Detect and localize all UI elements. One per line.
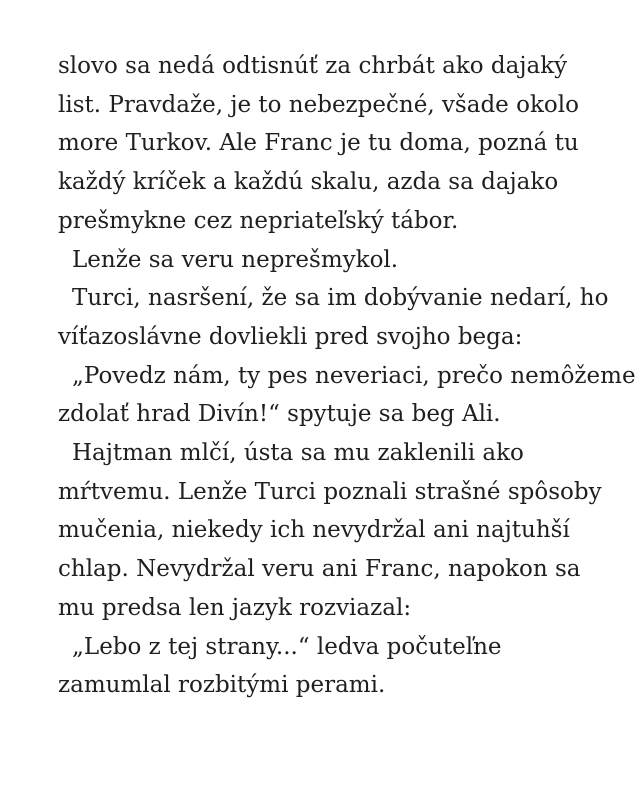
paragraph-1: [58, 47, 618, 241]
paragraph-3: [58, 279, 618, 356]
text-line: mu predsa len jazyk rozviazal:: [58, 594, 412, 621]
text-line: mučenia, niekedy ich nevydržal ani najtuhší: [58, 517, 570, 544]
text-line: Turci, nasršení, že sa im dobývanie nedarí, ho: [72, 285, 609, 312]
paragraph-5: [58, 434, 618, 628]
paragraph-6: [58, 628, 618, 705]
text-line: Lenže sa veru neprešmykol.: [72, 246, 399, 273]
text-line: zdolať hrad Divín!“ spytuje sa beg Ali.: [58, 401, 501, 428]
paragraph-2: [58, 241, 618, 280]
text-line: mŕtvemu. Lenže Turci poznali strašné spôsoby: [58, 478, 602, 505]
text-line: slovo sa nedá odtisnúť za chrbát ako dajaký: [58, 53, 568, 79]
text-line: „Povedz nám, ty pes neveriaci, prečo nemôžeme: [72, 362, 636, 389]
text-line: zamumlal rozbitými perami.: [58, 672, 386, 699]
text-line: víťazoslávne dovliekli pred svojho bega:: [58, 323, 523, 350]
text-line: chlap. Nevydržal veru ani Franc, napokon sa: [58, 556, 581, 583]
text-line: „Lebo z tej strany...“ ledva počuteľne: [72, 633, 502, 660]
text-line: list. Pravdaže, je to nebezpečné, všade okolo: [58, 91, 579, 118]
paragraph-4: [58, 357, 636, 434]
body-text: [58, 47, 636, 705]
text-line: more Turkov. Ale Franc je tu doma, pozná tu: [58, 130, 579, 157]
text-line: prešmykne cez nepriateľský tábor.: [58, 207, 459, 234]
text-line: Hajtman mlčí, ústa sa mu zaklenili ako: [72, 440, 524, 467]
text-line: každý kríček a každú skalu, azda sa dajako: [58, 169, 559, 196]
